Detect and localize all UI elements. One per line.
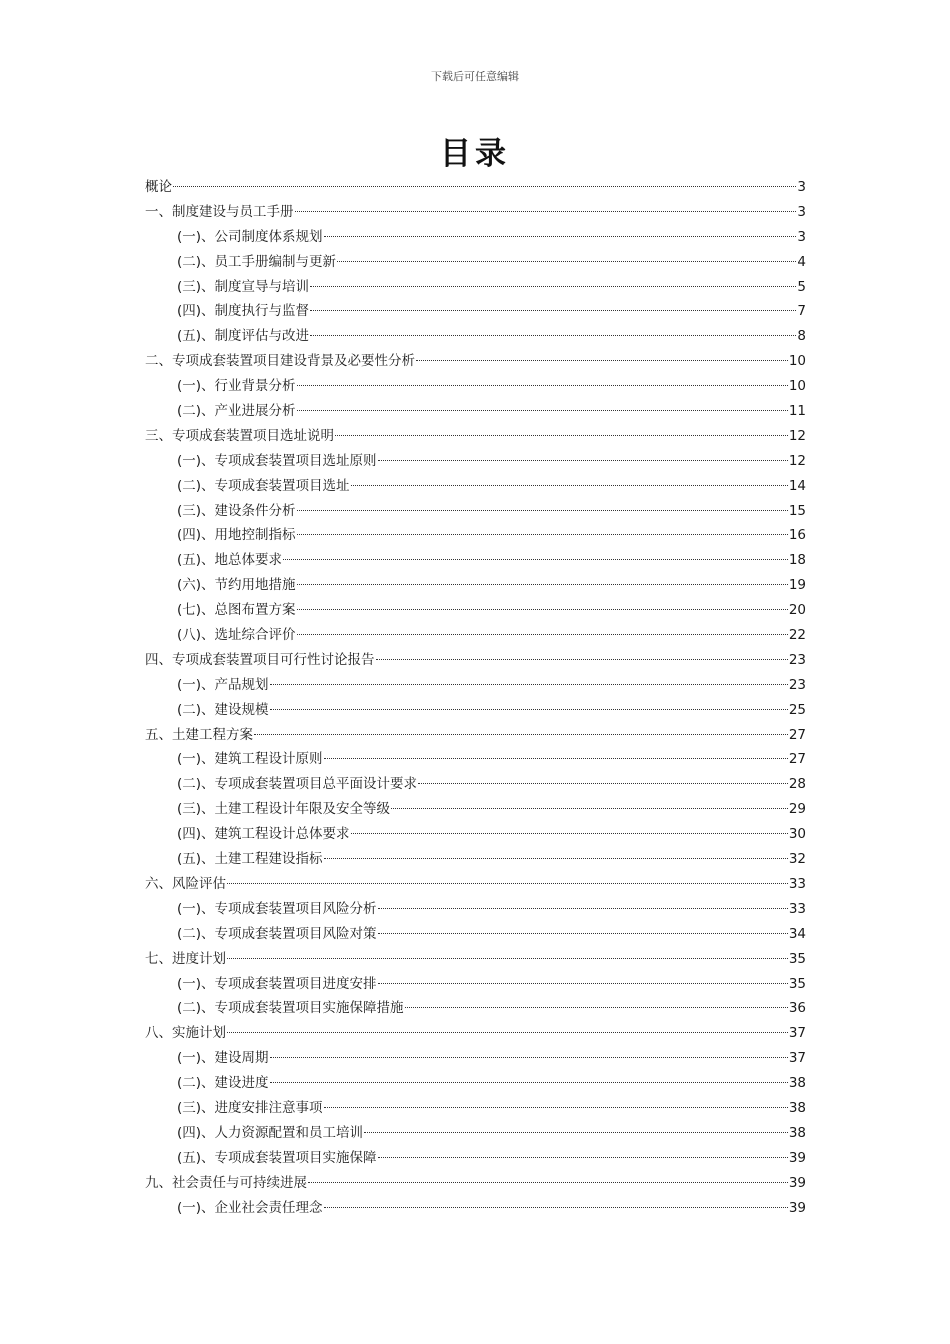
- toc-dot-leader: [376, 659, 788, 660]
- toc-entry-page-number: 8: [797, 328, 806, 345]
- toc-entry[interactable]: [145, 1071, 806, 1096]
- toc-entry-label: (五)、地总体要求: [177, 552, 283, 569]
- toc-entry[interactable]: [145, 1046, 806, 1071]
- toc-entry-label: (四)、制度执行与监督: [177, 303, 310, 320]
- toc-entry[interactable]: [145, 349, 806, 374]
- toc-entry-label: (五)、土建工程建设指标: [177, 851, 323, 868]
- toc-entry[interactable]: [145, 175, 806, 200]
- toc-dot-leader: [364, 1132, 788, 1133]
- toc-entry-page-number: 12: [788, 427, 806, 444]
- toc-entry-page-number: 39: [788, 1149, 806, 1166]
- toc-dot-leader: [324, 858, 788, 859]
- toc-entry-label: 八、实施计划: [145, 1025, 226, 1042]
- toc-entry-label: (三)、进度安排注意事项: [177, 1099, 323, 1116]
- toc-entry[interactable]: [145, 548, 806, 573]
- toc-entry[interactable]: [145, 1021, 806, 1046]
- toc-dot-leader: [405, 1007, 788, 1008]
- toc-entry[interactable]: [145, 225, 806, 250]
- toc-dot-leader: [270, 684, 788, 685]
- toc-entry-page-number: 39: [788, 1199, 806, 1216]
- toc-entry-page-number: 23: [788, 651, 806, 668]
- toc-entry-page-number: 30: [788, 826, 806, 843]
- toc-entry[interactable]: [145, 797, 806, 822]
- toc-entry-label: (一)、行业背景分析: [177, 378, 296, 395]
- toc-dot-leader: [351, 833, 788, 834]
- toc-entry-page-number: 20: [788, 602, 806, 619]
- toc-entry-label: 四、专项成套装置项目可行性讨论报告: [145, 651, 375, 668]
- toc-entry-page-number: 3: [797, 228, 806, 245]
- toc-entry[interactable]: [145, 872, 806, 897]
- toc-entry-page-number: 33: [788, 900, 806, 917]
- toc-dot-leader: [324, 236, 797, 237]
- toc-entry[interactable]: [145, 324, 806, 349]
- toc-entry[interactable]: [145, 399, 806, 424]
- toc-dot-leader: [378, 983, 788, 984]
- toc-dot-leader: [308, 1182, 788, 1183]
- toc-dot-leader: [335, 435, 788, 436]
- toc-entry-page-number: 11: [788, 403, 806, 420]
- toc-entry-page-number: 3: [797, 179, 806, 195]
- toc-title: 目录: [440, 136, 510, 172]
- toc-dot-leader: [310, 310, 796, 311]
- toc-entry[interactable]: [145, 747, 806, 772]
- toc-dot-leader: [297, 634, 788, 635]
- toc-dot-leader: [173, 186, 796, 187]
- toc-entry-label: (二)、专项成套装置项目选址: [177, 477, 350, 494]
- toc-entry-page-number: 38: [788, 1099, 806, 1116]
- toc-entry[interactable]: [145, 1146, 806, 1171]
- toc-dot-leader: [227, 883, 788, 884]
- toc-entry-page-number: 12: [788, 452, 806, 469]
- toc-entry[interactable]: [145, 523, 806, 548]
- toc-dot-leader: [297, 410, 788, 411]
- toc-entry-label: (五)、制度评估与改进: [177, 328, 310, 345]
- toc-dot-leader: [418, 783, 788, 784]
- header-note: 下载后可任意编辑: [431, 70, 519, 83]
- toc-entry[interactable]: [145, 772, 806, 797]
- toc-entry-label: (二)、专项成套装置项目总平面设计要求: [177, 776, 418, 793]
- toc-dot-leader: [297, 609, 788, 610]
- toc-entry-label: (六)、节约用地措施: [177, 577, 296, 594]
- toc-entry[interactable]: [145, 275, 806, 300]
- toc-entry-page-number: 14: [788, 477, 806, 494]
- toc-entry-label: (一)、建筑工程设计原则: [177, 751, 323, 768]
- toc-entry[interactable]: [145, 299, 806, 324]
- toc-entry-label: (四)、人力资源配置和员工培训: [177, 1124, 364, 1141]
- toc-entry[interactable]: [145, 922, 806, 947]
- toc-dot-leader: [254, 734, 788, 735]
- toc-entry-label: (二)、专项成套装置项目实施保障措施: [177, 1000, 404, 1017]
- toc-dot-leader: [310, 286, 796, 287]
- toc-entry-label: (二)、建设进度: [177, 1075, 269, 1092]
- toc-dot-leader: [227, 958, 788, 959]
- toc-entry-page-number: 39: [788, 1174, 806, 1191]
- toc-entry-label: 三、专项成套装置项目选址说明: [145, 427, 334, 444]
- toc-entry-label: (三)、建设条件分析: [177, 502, 296, 519]
- toc-entry-page-number: 18: [788, 552, 806, 569]
- toc-dot-leader: [227, 1032, 788, 1033]
- toc-entry[interactable]: [145, 822, 806, 847]
- toc-entry[interactable]: [145, 996, 806, 1021]
- toc-entry-label: 九、社会责任与可持续进展: [145, 1174, 307, 1191]
- toc-entry-page-number: 32: [788, 851, 806, 868]
- toc-dot-leader: [378, 460, 788, 461]
- toc-entry-label: 二、专项成套装置项目建设背景及必要性分析: [145, 353, 415, 370]
- toc-dot-leader: [310, 335, 796, 336]
- toc-entry-label: (一)、产品规划: [177, 676, 269, 693]
- toc-dot-leader: [378, 933, 788, 934]
- toc-entry-page-number: 4: [797, 253, 806, 270]
- toc-entry-label: (二)、产业进展分析: [177, 403, 296, 420]
- toc-entry[interactable]: [145, 1196, 806, 1221]
- toc-entry-page-number: 38: [788, 1075, 806, 1092]
- toc-dot-leader: [337, 261, 796, 262]
- toc-entry-page-number: 27: [788, 751, 806, 768]
- toc-entry-label: (七)、总图布置方案: [177, 602, 296, 619]
- toc-dot-leader: [297, 510, 788, 511]
- toc-entry[interactable]: [145, 673, 806, 698]
- toc-entry-label: 七、进度计划: [145, 950, 226, 967]
- toc-dot-leader: [297, 534, 788, 535]
- table-of-contents: [145, 175, 806, 1220]
- toc-entry-page-number: 7: [797, 303, 806, 320]
- toc-entry-page-number: 22: [788, 627, 806, 644]
- toc-entry-page-number: 23: [788, 676, 806, 693]
- toc-entry-label: (一)、建设周期: [177, 1050, 269, 1067]
- toc-entry-page-number: 37: [788, 1025, 806, 1042]
- toc-dot-leader: [416, 360, 788, 361]
- toc-dot-leader: [391, 808, 788, 809]
- toc-entry[interactable]: [145, 449, 806, 474]
- toc-entry-page-number: 29: [788, 801, 806, 818]
- toc-entry[interactable]: [145, 723, 806, 748]
- toc-entry[interactable]: [145, 648, 806, 673]
- toc-entry[interactable]: [145, 374, 806, 399]
- toc-dot-leader: [270, 1057, 788, 1058]
- toc-entry[interactable]: [145, 847, 806, 872]
- toc-entry-page-number: 3: [797, 203, 806, 220]
- toc-dot-leader: [351, 485, 788, 486]
- toc-entry-label: (一)、专项成套装置项目风险分析: [177, 900, 377, 917]
- toc-entry[interactable]: [145, 972, 806, 997]
- toc-entry[interactable]: [145, 424, 806, 449]
- toc-entry[interactable]: [145, 1096, 806, 1121]
- toc-dot-leader: [270, 1082, 788, 1083]
- toc-entry[interactable]: [145, 1171, 806, 1196]
- toc-entry[interactable]: [145, 250, 806, 275]
- toc-entry-page-number: 28: [788, 776, 806, 793]
- toc-dot-leader: [324, 1207, 788, 1208]
- toc-entry-label: (四)、用地控制指标: [177, 527, 296, 544]
- toc-entry-label: (二)、专项成套装置项目风险对策: [177, 925, 377, 942]
- toc-entry-page-number: 19: [788, 577, 806, 594]
- toc-entry-page-number: 27: [788, 726, 806, 743]
- toc-entry-page-number: 10: [788, 353, 806, 370]
- toc-entry[interactable]: [145, 623, 806, 648]
- toc-entry-page-number: 36: [788, 1000, 806, 1017]
- toc-entry-page-number: 37: [788, 1050, 806, 1067]
- toc-dot-leader: [270, 709, 788, 710]
- toc-dot-leader: [378, 1157, 788, 1158]
- toc-entry-label: 概论: [145, 179, 172, 195]
- toc-entry[interactable]: [145, 474, 806, 499]
- toc-entry-page-number: 16: [788, 527, 806, 544]
- toc-entry-label: (一)、专项成套装置项目选址原则: [177, 452, 377, 469]
- toc-entry-label: (一)、专项成套装置项目进度安排: [177, 975, 377, 992]
- toc-entry-page-number: 34: [788, 925, 806, 942]
- toc-dot-leader: [297, 584, 788, 585]
- toc-entry[interactable]: [145, 1121, 806, 1146]
- toc-dot-leader: [324, 758, 788, 759]
- toc-entry-label: (一)、公司制度体系规划: [177, 228, 323, 245]
- toc-entry-label: (五)、专项成套装置项目实施保障: [177, 1149, 377, 1166]
- toc-entry-page-number: 5: [797, 278, 806, 295]
- toc-entry[interactable]: [145, 499, 806, 524]
- toc-entry[interactable]: [145, 897, 806, 922]
- toc-entry-page-number: 33: [788, 875, 806, 892]
- toc-entry[interactable]: [145, 573, 806, 598]
- toc-entry-page-number: 35: [788, 950, 806, 967]
- toc-entry-label: (三)、土建工程设计年限及安全等级: [177, 801, 391, 818]
- toc-entry-page-number: 25: [788, 701, 806, 718]
- toc-entry-page-number: 15: [788, 502, 806, 519]
- toc-entry[interactable]: [145, 598, 806, 623]
- toc-entry[interactable]: [145, 200, 806, 225]
- toc-dot-leader: [324, 1107, 788, 1108]
- toc-entry-page-number: 10: [788, 378, 806, 395]
- toc-dot-leader: [295, 211, 797, 212]
- toc-dot-leader: [297, 385, 788, 386]
- toc-entry-label: 一、制度建设与员工手册: [145, 203, 294, 220]
- toc-entry[interactable]: [145, 698, 806, 723]
- toc-entry[interactable]: [145, 947, 806, 972]
- toc-entry-label: (二)、员工手册编制与更新: [177, 253, 337, 270]
- toc-entry-label: (一)、企业社会责任理念: [177, 1199, 323, 1216]
- toc-entry-label: 六、风险评估: [145, 875, 226, 892]
- toc-dot-leader: [283, 559, 788, 560]
- toc-entry-label: (八)、选址综合评价: [177, 627, 296, 644]
- toc-dot-leader: [378, 908, 788, 909]
- toc-entry-page-number: 35: [788, 975, 806, 992]
- toc-entry-label: 五、土建工程方案: [145, 726, 253, 743]
- toc-entry-label: (四)、建筑工程设计总体要求: [177, 826, 350, 843]
- toc-entry-label: (三)、制度宣导与培训: [177, 278, 310, 295]
- toc-entry-page-number: 38: [788, 1124, 806, 1141]
- toc-entry-label: (二)、建设规模: [177, 701, 269, 718]
